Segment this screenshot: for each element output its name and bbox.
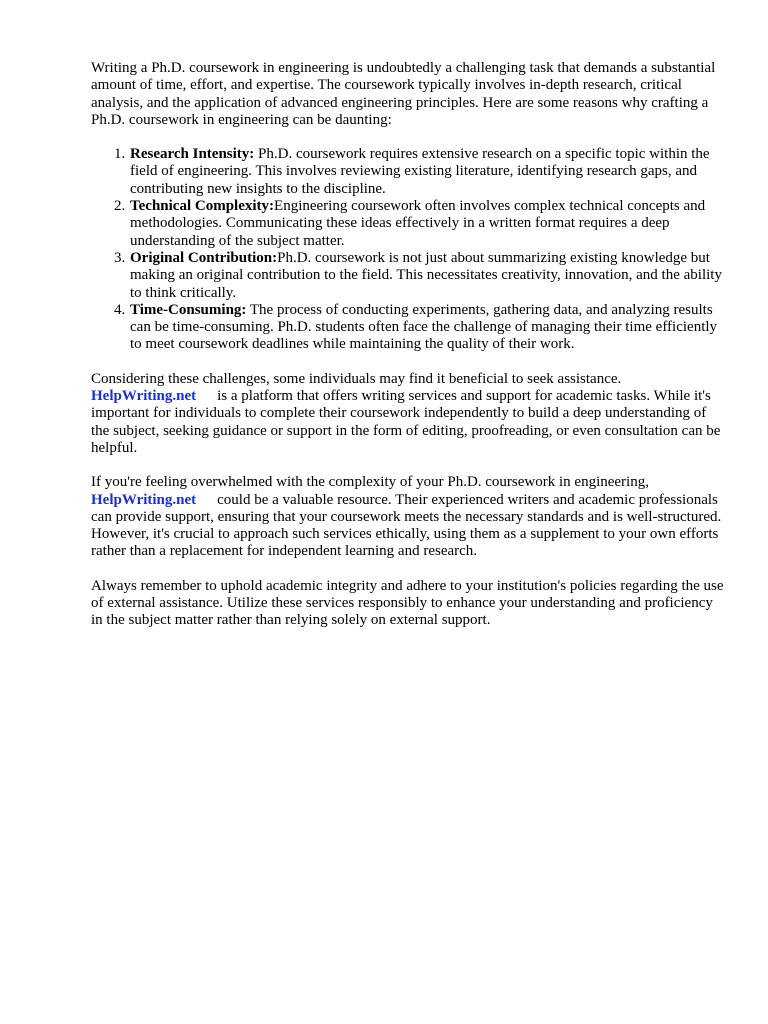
assistance-text-end: is a platform that offers writing services and support for academic tasks. While it's important for individuals to complete their coursework independently to build a deep understanding of the subject, seeking guidance or support in the form of editing, proofreading, or even consultation can be helpful. [91, 388, 721, 456]
reason-term: Technical Complexity: [130, 198, 275, 215]
resource-text-start: If you're feeling overwhelmed with the complexity of your Ph.D. coursework in engineering, [91, 474, 649, 491]
helpwriting-link[interactable]: HelpWriting.net [91, 388, 197, 405]
list-item [129, 302, 727, 354]
reason-text: Engineering coursework often involves complex technical concepts and methodologies. Communicating these ideas effectively in a written format requires a deep understanding of the subject matter. [130, 198, 706, 249]
helpwriting-link[interactable]: HelpWriting.net [91, 491, 197, 508]
list-item [129, 146, 727, 198]
list-item [129, 198, 727, 250]
assistance-text-start: Considering these challenges, some individuals may find it beneficial to seek assistance. [91, 370, 622, 387]
reason-text: Ph.D. coursework requires extensive research on a specific topic within the field of engineering. This involves reviewing existing literature, identifying research gaps, and contributing new insights to the discipline. [130, 146, 710, 197]
integrity-paragraph: Always remember to uphold academic integrity and adhere to your institution's policies regarding the use of external assistance. Utilize these services responsibly to enhance your understanding and proficiency in the subject matter rather than relying solely on external support. [91, 577, 724, 629]
reason-term: Original Contribution: [130, 249, 278, 266]
intro-paragraph: Writing a Ph.D. coursework in engineering is undoubtedly a challenging task that demands a substantial amount of time, effort, and expertise. The coursework typically involves in-depth research, critical analysis, and the application of advanced engineering principles. Here are some reasons why crafting a Ph.D. coursework in engineering can be daunting: [91, 60, 716, 128]
reasons-list [91, 146, 727, 354]
reason-text: The process of conducting experiments, gathering data, and analyzing results can be time-consuming. Ph.D. students often face the challenge of managing their time efficiently to meet coursework deadlines while maintaining the quality of their work. [130, 301, 718, 353]
resource-text-end: could be a valuable resource. Their experienced writers and academic professionals can provide support, ensuring that your coursework meets the necessary standards and is well-structured. However, it's crucial to approach such services ethically, using them as a supplement to your own efforts rather than a replacement for independent learning and research. [91, 491, 722, 560]
document-body [91, 60, 727, 647]
assistance-paragraph [91, 371, 727, 457]
reason-term: Research Intensity: [130, 146, 255, 163]
reason-text: Ph.D. coursework is not just about summarizing existing knowledge but making an original contribution to the field. This necessitates creativity, innovation, and the ability to think critically. [130, 249, 722, 301]
reason-term: Time-Consuming: [130, 301, 247, 318]
resource-paragraph [91, 474, 727, 560]
list-item [129, 250, 727, 302]
